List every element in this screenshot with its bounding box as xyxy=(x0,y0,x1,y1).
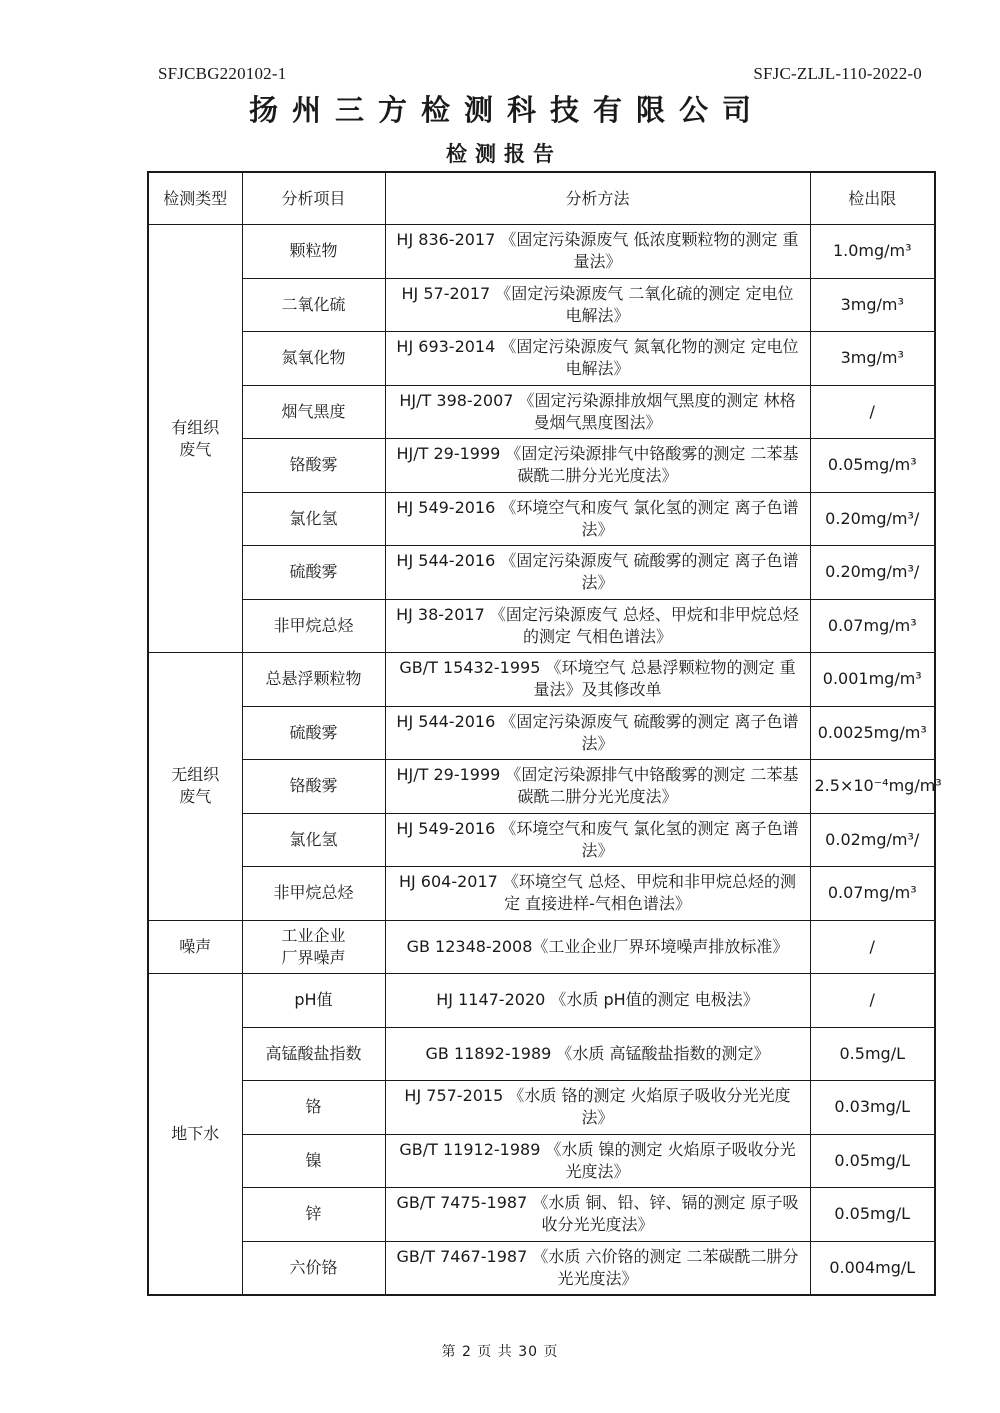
limit-cell: 0.05mg/L xyxy=(810,1188,935,1242)
table-row xyxy=(148,813,935,867)
table-row xyxy=(148,225,935,279)
table-row xyxy=(148,1081,935,1135)
item-cell: 铬酸雾 xyxy=(242,439,385,493)
table-row xyxy=(148,439,935,493)
table-row xyxy=(148,1188,935,1242)
item-cell: 非甲烷总烃 xyxy=(242,867,385,921)
item-cell: 铬酸雾 xyxy=(242,760,385,814)
table-row xyxy=(148,1134,935,1188)
item-cell: 非甲烷总烃 xyxy=(242,599,385,653)
item-cell: 二氧化硫 xyxy=(242,278,385,332)
method-cell: HJ/T 398-2007 《固定污染源排放烟气黑度的测定 林格曼烟气黑度图法》 xyxy=(385,385,810,439)
table-row xyxy=(148,706,935,760)
column-header-method: 分析方法 xyxy=(385,172,810,225)
item-cell: 工业企业 厂界噪声 xyxy=(242,920,385,974)
item-cell: 总悬浮颗粒物 xyxy=(242,653,385,707)
limit-cell: 0.03mg/L xyxy=(810,1081,935,1135)
table-row xyxy=(148,385,935,439)
limit-cell: 0.20mg/m³/ xyxy=(810,546,935,600)
limit-cell: / xyxy=(810,385,935,439)
item-cell: 烟气黑度 xyxy=(242,385,385,439)
limit-cell: 0.0025mg/m³ xyxy=(810,706,935,760)
limit-cell: 0.07mg/m³ xyxy=(810,599,935,653)
table-row xyxy=(148,599,935,653)
limit-cell: 0.5mg/L xyxy=(810,1027,935,1081)
limit-cell: 3mg/m³ xyxy=(810,278,935,332)
table-row xyxy=(148,867,935,921)
item-cell: 硫酸雾 xyxy=(242,546,385,600)
limit-cell: 0.20mg/m³/ xyxy=(810,492,935,546)
item-cell: 颗粒物 xyxy=(242,225,385,279)
column-header-item: 分析项目 xyxy=(242,172,385,225)
table-row xyxy=(148,492,935,546)
category-cell: 噪声 xyxy=(148,920,242,974)
limit-cell: 0.05mg/L xyxy=(810,1134,935,1188)
table-row xyxy=(148,332,935,386)
method-cell: HJ 38-2017 《固定污染源废气 总烃、甲烷和非甲烷总烃的测定 气相色谱法》 xyxy=(385,599,810,653)
method-cell: HJ 1147-2020 《水质 pH值的测定 电极法》 xyxy=(385,974,810,1028)
method-cell: GB/T 7467-1987 《水质 六价铬的测定 二苯碳酰二肼分光光度法》 xyxy=(385,1241,810,1295)
table-body xyxy=(148,225,942,1295)
report-number: SFJCBG220102-1 xyxy=(158,64,287,83)
table-header-row xyxy=(148,172,935,225)
method-cell: HJ 549-2016 《环境空气和废气 氯化氢的测定 离子色谱法》 xyxy=(385,813,810,867)
limit-cell: 0.004mg/L xyxy=(810,1241,935,1295)
method-cell: GB/T 15432-1995 《环境空气 总悬浮颗粒物的测定 重量法》及其修改单 xyxy=(385,653,810,707)
item-cell: 氯化氢 xyxy=(242,813,385,867)
limit-cell: / xyxy=(810,920,935,974)
limit-cell: 3mg/m³ xyxy=(810,332,935,386)
limit-cell: 0.05mg/m³ xyxy=(810,439,935,493)
table-row xyxy=(148,278,935,332)
detection-methods-table xyxy=(147,171,942,1296)
method-cell: HJ/T 29-1999 《固定污染源排气中铬酸雾的测定 二苯基碳酰二肼分光光度法》 xyxy=(385,760,810,814)
item-cell: 镍 xyxy=(242,1134,385,1188)
method-cell: HJ 693-2014 《固定污染源废气 氮氧化物的测定 定电位电解法》 xyxy=(385,332,810,386)
limit-cell: 0.001mg/m³ xyxy=(810,653,935,707)
table-row xyxy=(148,1027,935,1081)
table-row xyxy=(148,546,935,600)
table-row xyxy=(148,653,935,707)
category-cell: 地下水 xyxy=(148,974,242,1295)
item-cell: 高锰酸盐指数 xyxy=(242,1027,385,1081)
item-cell: 锌 xyxy=(242,1188,385,1242)
report-title: 检测报告 xyxy=(446,142,562,166)
table-row xyxy=(148,1241,935,1295)
category-cell: 无组织 废气 xyxy=(148,653,242,921)
item-cell: pH值 xyxy=(242,974,385,1028)
item-cell: 铬 xyxy=(242,1081,385,1135)
page-number: 第 2 页 共 30 页 xyxy=(441,1344,559,1360)
method-cell: GB/T 11912-1989 《水质 镍的测定 火焰原子吸收分光光度法》 xyxy=(385,1134,810,1188)
item-cell: 氯化氢 xyxy=(242,492,385,546)
limit-cell: / xyxy=(810,974,935,1028)
method-cell: GB 11892-1989 《水质 高锰酸盐指数的测定》 xyxy=(385,1027,810,1081)
method-cell: HJ 757-2015 《水质 铬的测定 火焰原子吸收分光光度法》 xyxy=(385,1081,810,1135)
category-cell: 有组织 废气 xyxy=(148,225,242,653)
method-cell: HJ 604-2017 《环境空气 总烃、甲烷和非甲烷总烃的测定 直接进样-气相色谱法》 xyxy=(385,867,810,921)
method-cell: HJ 544-2016 《固定污染源废气 硫酸雾的测定 离子色谱法》 xyxy=(385,706,810,760)
limit-cell: 1.0mg/m³ xyxy=(810,225,935,279)
item-cell: 硫酸雾 xyxy=(242,706,385,760)
method-cell: GB 12348-2008《工业企业厂界环境噪声排放标准》 xyxy=(385,920,810,974)
limit-cell: 0.07mg/m³ xyxy=(810,867,935,921)
column-header-limit: 检出限 xyxy=(810,172,935,225)
method-cell: HJ 57-2017 《固定污染源废气 二氧化硫的测定 定电位电解法》 xyxy=(385,278,810,332)
item-cell: 六价铬 xyxy=(242,1241,385,1295)
method-cell: GB/T 7475-1987 《水质 铜、铅、锌、镉的测定 原子吸收分光光度法》 xyxy=(385,1188,810,1242)
table-row xyxy=(148,760,935,814)
column-header-type: 检测类型 xyxy=(148,172,242,225)
table-row xyxy=(148,920,935,974)
company-name: 扬州三方检测科技有限公司 xyxy=(248,93,765,127)
table-row xyxy=(148,974,935,1028)
form-number: SFJC-ZLJL-110-2022-0 xyxy=(753,64,922,83)
item-cell: 氮氧化物 xyxy=(242,332,385,386)
method-cell: HJ 836-2017 《固定污染源废气 低浓度颗粒物的测定 重量法》 xyxy=(385,225,810,279)
method-cell: HJ/T 29-1999 《固定污染源排气中铬酸雾的测定 二苯基碳酰二肼分光光度法》 xyxy=(385,439,810,493)
limit-cell: 0.02mg/m³/ xyxy=(810,813,935,867)
method-cell: HJ 544-2016 《固定污染源废气 硫酸雾的测定 离子色谱法》 xyxy=(385,546,810,600)
limit-cell: 2.5×10⁻⁴mg/m³ xyxy=(810,760,935,814)
method-cell: HJ 549-2016 《环境空气和废气 氯化氢的测定 离子色谱法》 xyxy=(385,492,810,546)
